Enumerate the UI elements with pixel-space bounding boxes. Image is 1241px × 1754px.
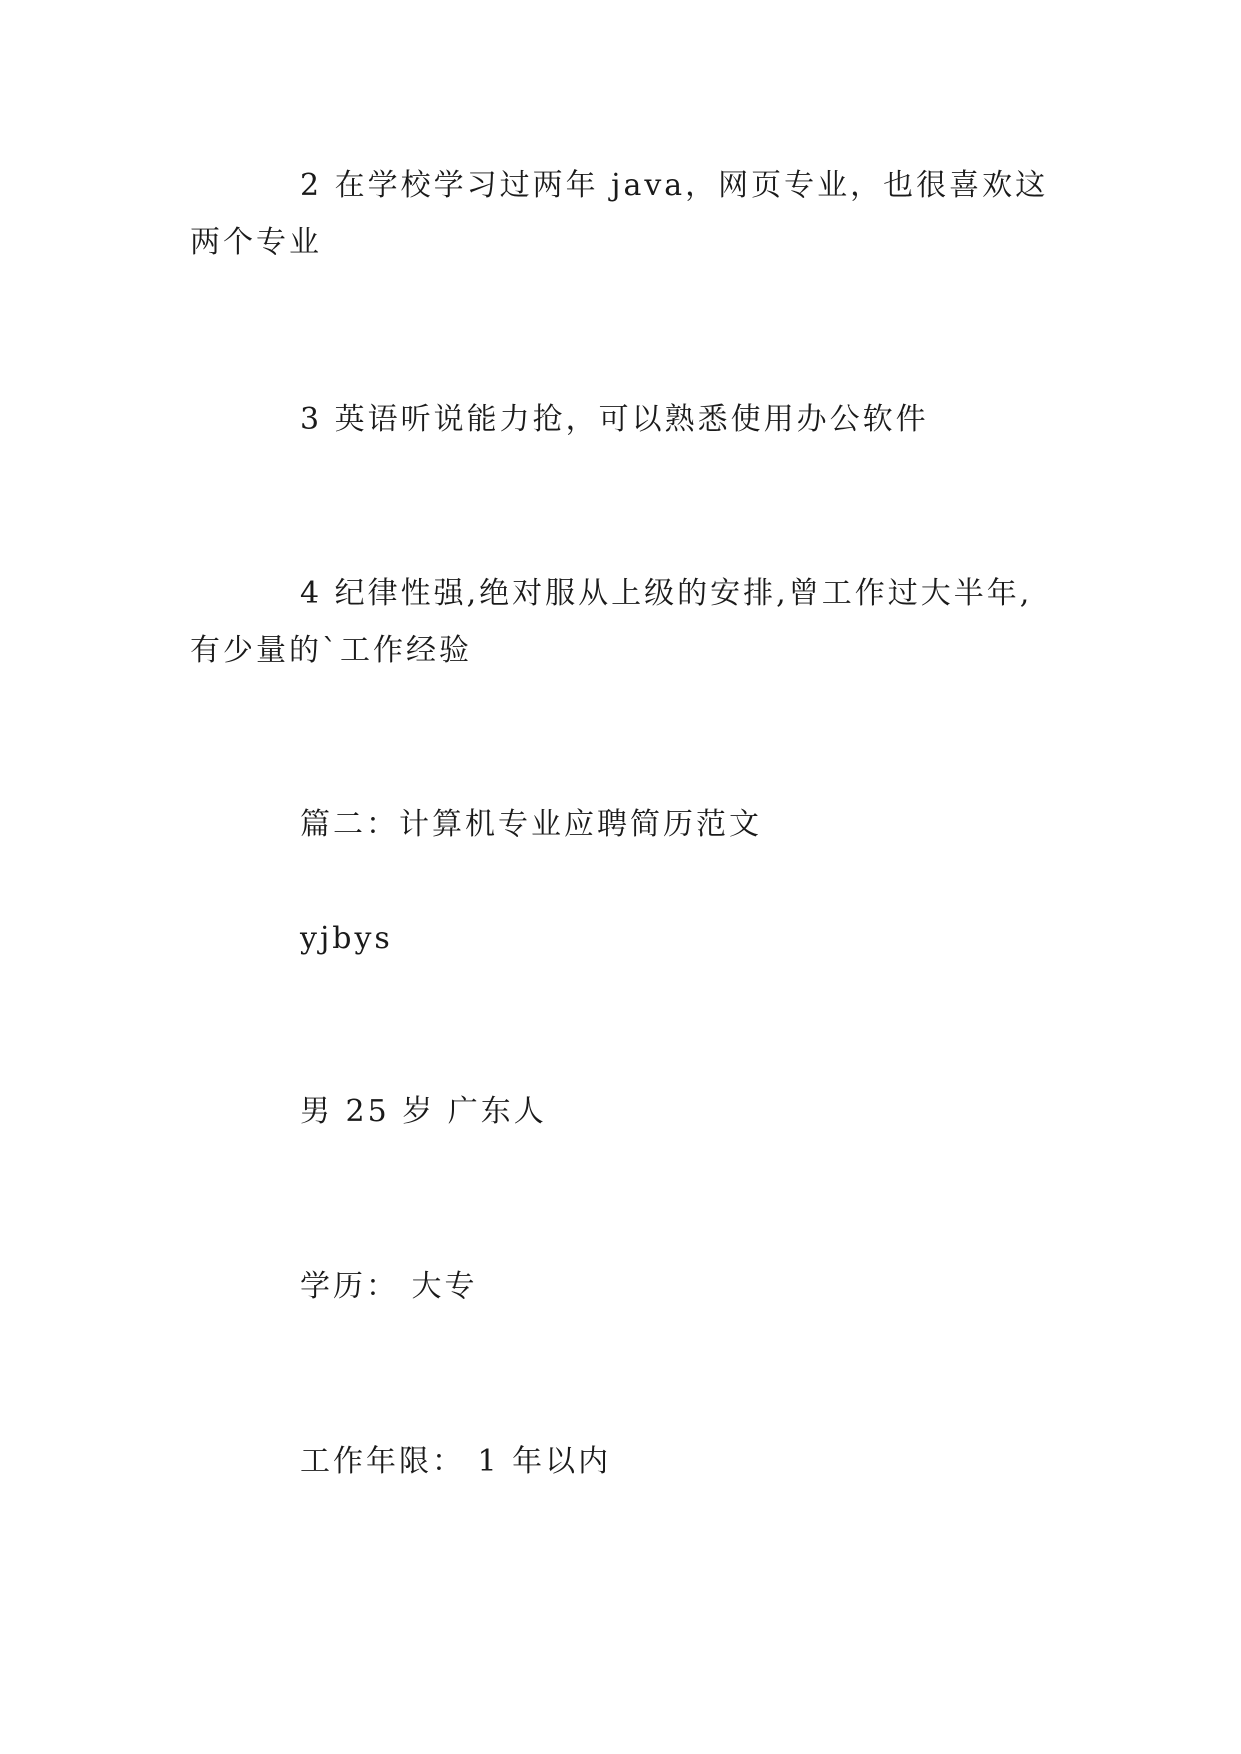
paragraph-english-skills: 3 英语听说能力抢，可以熟悉使用办公软件 bbox=[300, 402, 929, 437]
paragraph-java-study: 2 在学校学习过两年 java，网页专业，也很喜欢这两个专业 bbox=[190, 168, 1049, 260]
paragraph-source: yjbys bbox=[300, 921, 393, 956]
paragraph-work-years: 工作年限： 1 年以内 bbox=[300, 1444, 612, 1479]
paragraph-education: 学历： 大专 bbox=[300, 1269, 478, 1304]
paragraph-discipline: 4 纪律性强,绝对服从上级的安排,曾工作过大半年,有少量的`工作经验 bbox=[190, 576, 1033, 668]
section-heading: 篇二：计算机专业应聘简历范文 bbox=[300, 807, 762, 842]
paragraph-personal-info: 男 25 岁 广东人 bbox=[300, 1094, 547, 1129]
